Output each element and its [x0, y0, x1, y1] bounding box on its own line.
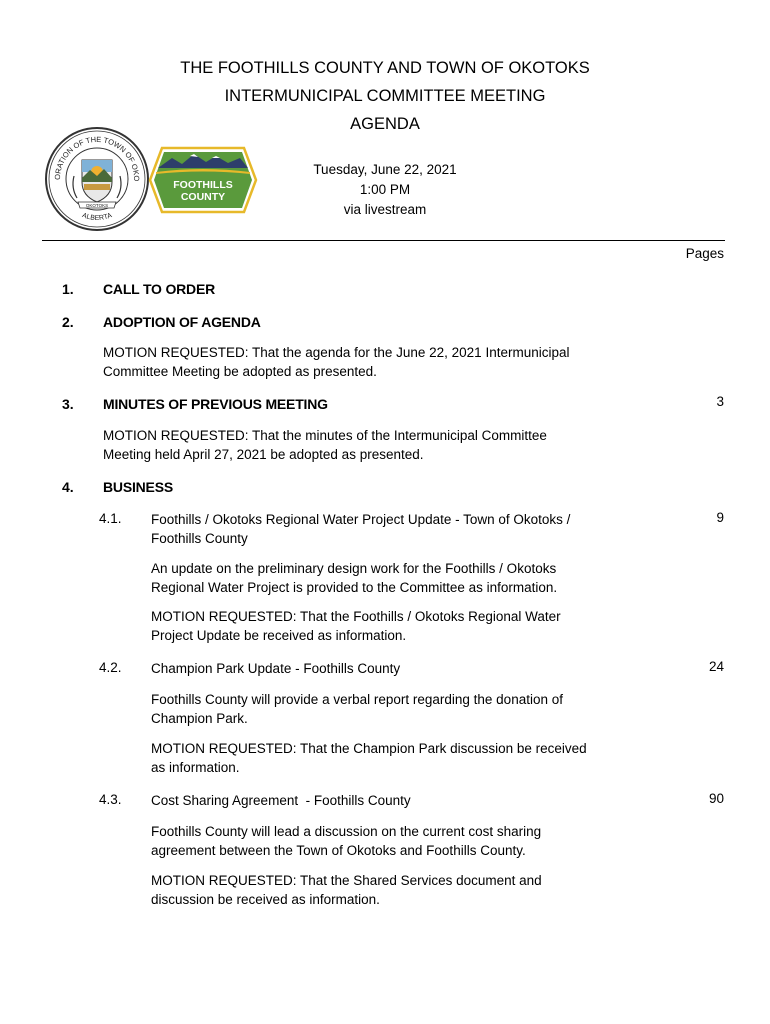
section-3-number: 3.	[62, 396, 74, 412]
item-4-3-motion: MOTION REQUESTED: That the Shared Services document and discussion be received as information.	[151, 873, 542, 907]
item-4-3-number: 4.3.	[99, 792, 122, 807]
item-4-1-page: 9	[716, 510, 724, 525]
section-2-number: 2.	[62, 314, 74, 330]
section-2-motion: MOTION REQUESTED: That the agenda for the June 22, 2021 Intermunicipal Committee Meeting be adopted as presented.	[103, 345, 570, 379]
section-1-title: CALL TO ORDER	[103, 281, 215, 297]
meeting-date: Tuesday, June 22, 2021	[313, 162, 457, 177]
seal-bottom-text: ALBERTA	[81, 212, 113, 223]
item-4-1-number: 4.1.	[99, 511, 122, 526]
item-4-1-description: An update on the preliminary design work for the Foothills / Okotoks Regional Water Project is provided to the Committee as information.	[151, 561, 558, 595]
section-4-title: BUSINESS	[103, 479, 173, 495]
title-line-1: THE FOOTHILLS COUNTY AND TOWN OF OKOTOKS	[180, 59, 590, 77]
title-line-2: INTERMUNICIPAL COMMITTEE MEETING	[224, 87, 546, 105]
meeting-time: 1:00 PM	[359, 182, 411, 197]
item-4-2-motion: MOTION REQUESTED: That the Champion Park discussion be received as information.	[151, 741, 587, 775]
section-3-title: MINUTES OF PREVIOUS MEETING	[103, 396, 328, 412]
pages-column-label: Pages	[685, 246, 724, 261]
foothills-logo-line2: COUNTY	[180, 191, 226, 203]
section-3-page: 3	[716, 394, 724, 409]
item-4-3-page: 90	[708, 791, 724, 806]
item-4-2-description: Foothills County will provide a verbal report regarding the donation of Champion Park.	[151, 692, 563, 726]
okotoks-seal-logo	[44, 126, 150, 232]
section-3-motion: MOTION REQUESTED: That the minutes of the Intermunicipal Committee Meeting held April 27, 2021 be adopted as presented.	[103, 428, 547, 462]
item-4-1-motion: MOTION REQUESTED: That the Foothills / Okotoks Regional Water Project Update be received as information.	[151, 609, 561, 643]
foothills-logo-line1: FOOTHILLS	[173, 179, 233, 191]
item-4-2-title: Champion Park Update - Foothills County	[151, 661, 401, 676]
seal-top-text: ORATION OF THE TOWN OF OKO	[52, 134, 142, 182]
seal-banner-text: OKOTOKS	[85, 203, 109, 208]
meeting-location: via livestream	[343, 202, 427, 217]
header-divider	[42, 240, 725, 241]
item-4-1-title: Foothills / Okotoks Regional Water Project Update - Town of Okotoks / Foothills County	[151, 512, 571, 546]
title-line-3: AGENDA	[350, 115, 420, 133]
item-4-3-title: Cost Sharing Agreement - Foothills County	[151, 793, 411, 808]
item-4-3-description: Foothills County will lead a discussion on the current cost sharing agreement between the Town of Okotoks and Foothills County.	[151, 824, 542, 858]
item-4-2-page: 24	[708, 659, 724, 674]
section-4-number: 4.	[62, 479, 74, 495]
item-4-2-number: 4.2.	[99, 660, 122, 675]
section-2-title: ADOPTION OF AGENDA	[103, 314, 261, 330]
section-1-number: 1.	[62, 281, 74, 297]
